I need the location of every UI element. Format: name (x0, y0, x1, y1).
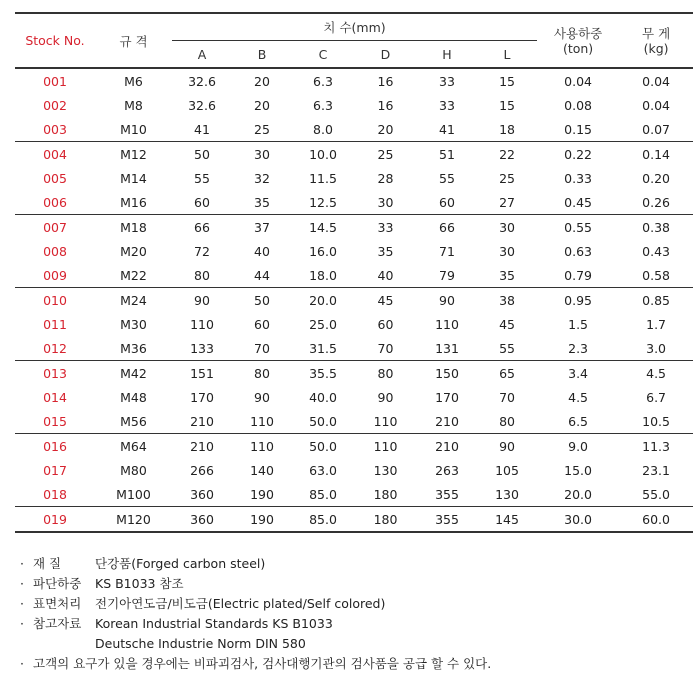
dim-h-cell: 90 (439, 292, 455, 308)
table-row (15, 166, 693, 190)
dim-h-cell: 131 (435, 340, 459, 356)
load-cell: 6.5 (568, 413, 589, 429)
dim-a-cell: 133 (190, 340, 214, 356)
dim-l-cell: 18 (499, 121, 515, 137)
dim-d-cell: 130 (373, 462, 398, 478)
dim-a-cell: 32.6 (188, 73, 216, 89)
spec-cell: M56 (120, 413, 147, 429)
surface-label: 표면처리 (33, 596, 82, 611)
note-reference-cont (20, 634, 690, 654)
dim-d-cell: 33 (377, 219, 394, 235)
stock-cell: 007 (43, 219, 67, 235)
load-cell: 0.22 (564, 146, 592, 162)
load-cell: 15.0 (564, 462, 592, 478)
dim-h-cell: 71 (439, 243, 455, 259)
dim-d-cell: 20 (377, 121, 394, 137)
table-row (15, 68, 693, 93)
dim-d-cell: 40 (377, 267, 394, 283)
dim-l-cell: 22 (499, 146, 515, 162)
stock-cell: 011 (43, 316, 67, 332)
request-note: 고객의 요구가 있을 경우에는 비파괴검사, 검사대행기관의 검사품을 공급 할 수 있다. (33, 656, 492, 671)
reference-label: 참고자료 (33, 616, 82, 631)
spec-table (15, 12, 693, 533)
stock-cell: 009 (43, 267, 67, 283)
dim-h-cell: 263 (435, 462, 459, 478)
dim-c-cell: 25.0 (309, 316, 337, 332)
spec-cell: M48 (120, 389, 147, 405)
notes (20, 554, 690, 674)
dim-a-cell: 151 (190, 365, 214, 381)
load-cell: 3.4 (568, 365, 589, 381)
dim-l-cell: 65 (499, 365, 515, 381)
dim-b-cell: 30 (254, 146, 270, 162)
spec-cell: M10 (120, 121, 147, 137)
bullet: · (20, 656, 24, 671)
table-row (15, 288, 693, 313)
spec-cell: M6 (124, 73, 143, 89)
dim-l-cell: 70 (499, 389, 515, 405)
weight-cell: 0.26 (642, 194, 670, 210)
dim-b-cell: 44 (254, 267, 270, 283)
dim-b-cell: 190 (250, 511, 274, 527)
dim-l-cell: 30 (499, 243, 515, 259)
header-stock-no: Stock No. (25, 33, 85, 48)
dim-h-cell: 110 (435, 316, 459, 332)
table-row (15, 312, 693, 336)
dim-l-cell: 105 (495, 462, 519, 478)
bullet: · (20, 556, 24, 571)
stock-cell: 001 (43, 73, 67, 89)
dim-h-cell: 355 (435, 511, 459, 527)
stock-cell: 017 (43, 462, 67, 478)
dim-b-cell: 90 (254, 389, 270, 405)
dim-c-cell: 14.5 (309, 219, 337, 235)
load-cell: 0.79 (564, 267, 592, 283)
dim-a-cell: 41 (194, 121, 210, 137)
dim-b-cell: 60 (254, 316, 270, 332)
dim-b-cell: 20 (254, 73, 270, 89)
dim-b-cell: 25 (254, 121, 270, 137)
weight-cell: 55.0 (642, 486, 670, 502)
dim-d-cell: 180 (373, 486, 398, 502)
dim-c-cell: 63.0 (309, 462, 337, 478)
dim-h-cell: 33 (439, 97, 455, 113)
weight-cell: 3.0 (646, 340, 667, 356)
dim-a-cell: 170 (190, 389, 214, 405)
table-row (15, 482, 693, 507)
dim-d-cell: 30 (377, 194, 394, 210)
load-cell: 1.5 (568, 316, 589, 332)
header-dimensions: 치 수(mm) (172, 13, 537, 41)
dim-b-cell: 70 (254, 340, 270, 356)
dim-l-cell: 145 (495, 511, 519, 527)
header-load-unit: (ton) (562, 40, 594, 56)
weight-cell: 60.0 (642, 511, 670, 527)
spec-cell: M100 (116, 486, 151, 502)
reference-value-din: Deutsche Industrie Norm DIN 580 (95, 636, 306, 651)
table-row (15, 142, 693, 167)
dim-d-cell: 35 (377, 243, 394, 259)
dim-a-cell: 55 (194, 170, 210, 186)
stock-cell: 013 (43, 365, 67, 381)
stock-cell: 015 (43, 413, 67, 429)
note-surface (20, 594, 690, 614)
note-reference (20, 614, 690, 634)
stock-cell: 016 (43, 438, 67, 454)
dim-d-cell: 45 (377, 292, 394, 308)
spec-cell: M22 (120, 267, 147, 283)
dim-a-cell: 72 (194, 243, 210, 259)
bullet: · (20, 616, 24, 631)
weight-cell: 0.58 (642, 267, 670, 283)
breaking-load-value: KS B1033 참조 (95, 576, 184, 591)
dim-d-cell: 16 (377, 73, 394, 89)
surface-value: 전기아연도금/비도금(Electric plated/Self colored) (95, 596, 386, 611)
dim-h-cell: 150 (435, 365, 459, 381)
dim-c-cell: 40.0 (309, 389, 337, 405)
table-row (15, 239, 693, 263)
table-row (15, 93, 693, 117)
dim-a-cell: 80 (194, 267, 210, 283)
spec-cell: M36 (120, 340, 147, 356)
dim-b-cell: 110 (250, 438, 274, 454)
stock-cell: 012 (43, 340, 67, 356)
dim-c-cell: 12.5 (309, 194, 337, 210)
load-cell: 4.5 (568, 389, 589, 405)
spec-cell: M64 (120, 438, 147, 454)
load-cell: 0.04 (564, 73, 592, 89)
dim-h-cell: 60 (439, 194, 455, 210)
header-col-h: H (442, 46, 452, 62)
table-row (15, 385, 693, 409)
dim-d-cell: 28 (377, 170, 394, 186)
table-row (15, 215, 693, 240)
load-cell: 9.0 (568, 438, 589, 454)
dim-l-cell: 45 (499, 316, 515, 332)
dim-c-cell: 6.3 (313, 73, 333, 89)
dim-b-cell: 50 (254, 292, 270, 308)
load-cell: 0.08 (564, 97, 592, 113)
dim-l-cell: 25 (499, 170, 515, 186)
dim-h-cell: 33 (439, 73, 455, 89)
dim-h-cell: 355 (435, 486, 459, 502)
weight-cell: 10.5 (642, 413, 670, 429)
spec-cell: M14 (120, 170, 147, 186)
table-row (15, 409, 693, 434)
dim-h-cell: 79 (439, 267, 455, 283)
dim-d-cell: 70 (377, 340, 394, 356)
load-cell: 0.55 (564, 219, 592, 235)
dim-h-cell: 41 (439, 121, 455, 137)
dim-l-cell: 55 (499, 340, 515, 356)
header-load-label: 사용하중 (553, 25, 603, 41)
load-cell: 30.0 (564, 511, 592, 527)
spec-cell: M16 (120, 194, 147, 210)
dim-c-cell: 35.5 (309, 365, 337, 381)
stock-cell: 019 (43, 511, 67, 527)
stock-cell: 003 (43, 121, 67, 137)
dim-b-cell: 110 (250, 413, 274, 429)
dim-c-cell: 85.0 (309, 486, 337, 502)
weight-cell: 6.7 (646, 389, 667, 405)
bullet: · (20, 596, 24, 611)
header-col-a: A (197, 46, 207, 62)
dim-l-cell: 80 (499, 413, 515, 429)
dim-b-cell: 32 (254, 170, 270, 186)
dim-b-cell: 190 (250, 486, 274, 502)
header-col-b: B (257, 46, 267, 62)
dim-b-cell: 37 (254, 219, 270, 235)
dim-l-cell: 15 (499, 73, 515, 89)
spec-cell: M80 (120, 462, 147, 478)
load-cell: 0.95 (564, 292, 592, 308)
dim-c-cell: 10.0 (309, 146, 337, 162)
dim-b-cell: 80 (254, 365, 270, 381)
spec-cell: M12 (120, 146, 147, 162)
header-col-c: C (318, 46, 328, 62)
spec-cell: M42 (120, 365, 147, 381)
weight-cell: 0.85 (642, 292, 670, 308)
stock-cell: 006 (43, 194, 67, 210)
dim-d-cell: 80 (377, 365, 394, 381)
header-load (537, 13, 619, 68)
weight-cell: 0.14 (642, 146, 670, 162)
dim-b-cell: 140 (250, 462, 274, 478)
weight-cell: 0.43 (642, 243, 670, 259)
header-col-d: D (380, 46, 391, 62)
dim-a-cell: 90 (194, 292, 210, 308)
dim-c-cell: 6.3 (313, 97, 333, 113)
load-cell: 0.15 (564, 121, 592, 137)
table-row (15, 434, 693, 459)
load-cell: 20.0 (564, 486, 592, 502)
load-cell: 0.45 (564, 194, 592, 210)
header-col-l: L (503, 46, 511, 62)
note-request (20, 654, 690, 674)
stock-cell: 004 (43, 146, 67, 162)
bullet: · (20, 576, 24, 591)
note-material (20, 554, 690, 574)
stock-cell: 014 (43, 389, 67, 405)
table-row (15, 117, 693, 142)
dim-a-cell: 110 (190, 316, 214, 332)
stock-cell: 010 (43, 292, 67, 308)
weight-cell: 11.3 (642, 438, 670, 454)
weight-cell: 0.07 (642, 121, 670, 137)
spec-cell: M20 (120, 243, 147, 259)
dim-h-cell: 55 (439, 170, 455, 186)
material-label: 재 질 (33, 556, 62, 571)
dim-l-cell: 90 (499, 438, 515, 454)
load-cell: 2.3 (568, 340, 589, 356)
weight-cell: 4.5 (646, 365, 667, 381)
dim-c-cell: 85.0 (309, 511, 337, 527)
dim-a-cell: 32.6 (188, 97, 216, 113)
dim-c-cell: 20.0 (309, 292, 337, 308)
spec-cell: M8 (124, 97, 143, 113)
header-weight-unit: (kg) (643, 40, 669, 56)
header-weight-label: 무 게 (642, 25, 671, 41)
dim-l-cell: 38 (499, 292, 515, 308)
dim-l-cell: 27 (499, 194, 515, 210)
dim-a-cell: 50 (194, 146, 210, 162)
dim-d-cell: 110 (373, 413, 398, 429)
dim-c-cell: 8.0 (313, 121, 333, 137)
dim-h-cell: 210 (435, 438, 459, 454)
dim-a-cell: 360 (190, 511, 214, 527)
weight-cell: 0.04 (642, 97, 670, 113)
dim-a-cell: 210 (190, 438, 214, 454)
dim-c-cell: 31.5 (309, 340, 337, 356)
table-row (15, 507, 693, 533)
weight-cell: 0.20 (642, 170, 670, 186)
table-row (15, 263, 693, 288)
dim-a-cell: 66 (194, 219, 210, 235)
weight-cell: 0.38 (642, 219, 670, 235)
dim-a-cell: 266 (190, 462, 214, 478)
dim-a-cell: 210 (190, 413, 214, 429)
dim-h-cell: 170 (435, 389, 459, 405)
dim-c-cell: 50.0 (309, 438, 337, 454)
dim-b-cell: 20 (254, 97, 270, 113)
dim-d-cell: 90 (377, 389, 394, 405)
dim-l-cell: 35 (499, 267, 515, 283)
stock-cell: 018 (43, 486, 67, 502)
spec-table-body (15, 68, 693, 532)
weight-cell: 1.7 (646, 316, 667, 332)
dim-b-cell: 35 (254, 194, 270, 210)
dim-a-cell: 60 (194, 194, 210, 210)
stock-cell: 002 (43, 97, 67, 113)
dim-a-cell: 360 (190, 486, 214, 502)
spec-cell: M24 (120, 292, 147, 308)
stock-cell: 005 (43, 170, 67, 186)
dim-h-cell: 51 (439, 146, 455, 162)
dim-d-cell: 180 (373, 511, 398, 527)
reference-value-ks: Korean Industrial Standards KS B1033 (95, 616, 333, 631)
breaking-load-label: 파단하중 (33, 576, 82, 591)
spec-cell: M120 (116, 511, 151, 527)
dim-c-cell: 11.5 (309, 170, 337, 186)
dim-l-cell: 130 (495, 486, 519, 502)
dim-h-cell: 210 (435, 413, 459, 429)
stock-cell: 008 (43, 243, 67, 259)
spec-cell: M18 (120, 219, 147, 235)
header-spec: 규 격 (119, 33, 148, 49)
table-row (15, 361, 693, 386)
dim-l-cell: 15 (499, 97, 515, 113)
note-breaking-load (20, 574, 690, 594)
dim-c-cell: 16.0 (309, 243, 337, 259)
dim-d-cell: 16 (377, 97, 394, 113)
dim-d-cell: 110 (373, 438, 398, 454)
load-cell: 0.63 (564, 243, 592, 259)
dim-d-cell: 60 (377, 316, 394, 332)
table-row (15, 190, 693, 215)
load-cell: 0.33 (564, 170, 592, 186)
weight-cell: 0.04 (642, 73, 670, 89)
dim-b-cell: 40 (254, 243, 270, 259)
material-value: 단강품(Forged carbon steel) (95, 556, 266, 571)
weight-cell: 23.1 (642, 462, 670, 478)
header-weight (619, 13, 693, 68)
dim-c-cell: 50.0 (309, 413, 337, 429)
table-row (15, 458, 693, 482)
spec-cell: M30 (120, 316, 147, 332)
dim-c-cell: 18.0 (309, 267, 337, 283)
dim-h-cell: 66 (439, 219, 455, 235)
dim-d-cell: 25 (377, 146, 394, 162)
table-row (15, 336, 693, 361)
dim-l-cell: 30 (499, 219, 515, 235)
